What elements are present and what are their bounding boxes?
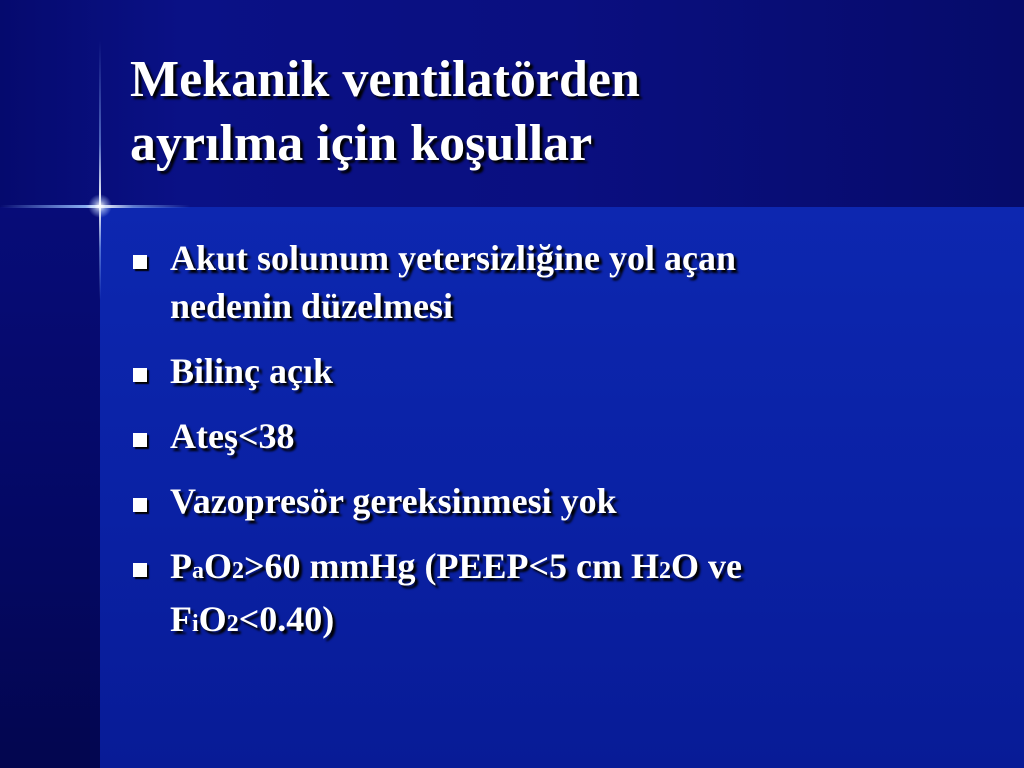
square-bullet-icon [133, 498, 147, 512]
bullet-text-p: P [170, 546, 192, 586]
bullet-list [130, 234, 1000, 665]
bullet-text-end: <0.40) [238, 599, 335, 639]
bullet-item [130, 477, 1000, 525]
bullet-item [130, 412, 1000, 460]
vertical-glint-line [99, 40, 101, 300]
slide-title [130, 48, 990, 176]
left-band [0, 207, 100, 768]
subscript-2: 2 [226, 611, 239, 637]
bullet-text-f: F [170, 599, 192, 639]
star-glint-icon [88, 194, 112, 218]
bullet-text-o2: O [198, 599, 227, 639]
bullet-text: Vazopresör gereksinmesi yok [170, 481, 617, 521]
bullet-text-mid: >60 mmHg (PEEP<5 cm H [244, 546, 659, 586]
square-bullet-icon [133, 255, 147, 269]
bullet-text-o: O [204, 546, 233, 586]
bullet-item [130, 234, 1000, 330]
bullet-item [130, 347, 1000, 395]
square-bullet-icon [133, 368, 147, 382]
bullet-text-line: Akut solunum yetersizliğine yol açan [170, 238, 737, 278]
subscript-2: 2 [658, 558, 671, 584]
subscript-2: 2 [232, 558, 245, 584]
slide-title-line-1: Mekanik ventilatörden [130, 51, 640, 108]
subscript-i: i [192, 611, 199, 637]
bullet-text: Bilinç açık [170, 351, 334, 391]
bullet-text-line: nedenin düzelmesi [170, 286, 454, 326]
square-bullet-icon [133, 433, 147, 447]
bullet-text: Ateş<38 [170, 416, 295, 456]
slide-title-line-2: ayrılma için koşullar [130, 115, 593, 172]
subscript-a: a [192, 558, 204, 584]
bullet-text-o-ve: O ve [670, 546, 742, 586]
square-bullet-icon [133, 563, 147, 577]
bullet-item [130, 542, 1000, 648]
